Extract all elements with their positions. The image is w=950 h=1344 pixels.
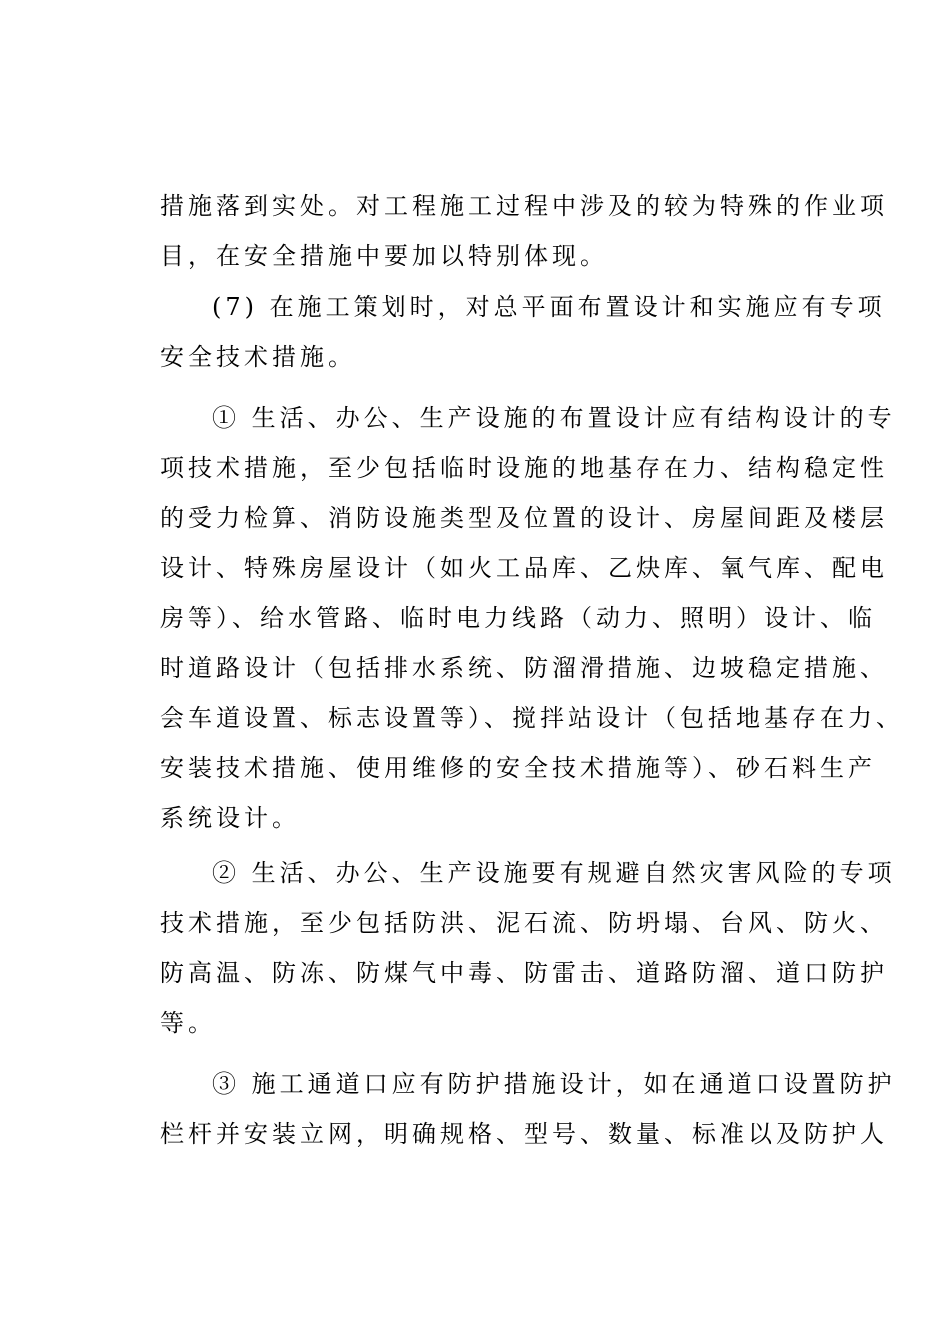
text-line: 设计、特殊房屋设计（如火工品库、乙炔库、氧气库、配电 <box>160 554 888 582</box>
text-line: ③ 施工通道口应有防护措施设计，如在通道口设置防护 <box>212 1070 896 1098</box>
text-line: 项技术措施，至少包括临时设施的地基存在力、结构稳定性 <box>160 454 888 482</box>
text-line: 系统设计。 <box>160 804 300 832</box>
text-line: (7) 在施工策划时，对总平面布置设计和实施应有专项 <box>212 293 886 321</box>
text-line: 时道路设计（包括排水系统、防溜滑措施、边坡稳定措施、 <box>160 654 888 682</box>
text-line: ② 生活、办公、生产设施要有规避自然灾害风险的专项 <box>212 859 896 887</box>
text-line: 会车道设置、标志设置等）、搅拌站设计（包括地基存在力、 <box>160 704 904 732</box>
text-line: 等。 <box>160 1009 216 1037</box>
text-line: 措施落到实处。对工程施工过程中涉及的较为特殊的作业项 <box>160 192 888 220</box>
text-line: 的受力检算、消防设施类型及位置的设计、房屋间距及楼层 <box>160 504 888 532</box>
text-line: 安装技术措施、使用维修的安全技术措施等）、砂石料生产 <box>160 754 876 782</box>
text-line: 目，在安全措施中要加以特别体现。 <box>160 242 608 270</box>
text-line: ① 生活、办公、生产设施的布置设计应有结构设计的专 <box>212 404 896 432</box>
text-line: 安全技术措施。 <box>160 343 356 371</box>
text-line: 防高温、防冻、防煤气中毒、防雷击、道路防溜、道口防护 <box>160 959 888 987</box>
text-line: 栏杆并安装立网，明确规格、型号、数量、标准以及防护人 <box>160 1120 888 1148</box>
text-line: 房等）、给水管路、临时电力线路（动力、照明）设计、临 <box>160 604 876 632</box>
text-line: 技术措施，至少包括防洪、泥石流、防坍塌、台风、防火、 <box>160 909 888 937</box>
